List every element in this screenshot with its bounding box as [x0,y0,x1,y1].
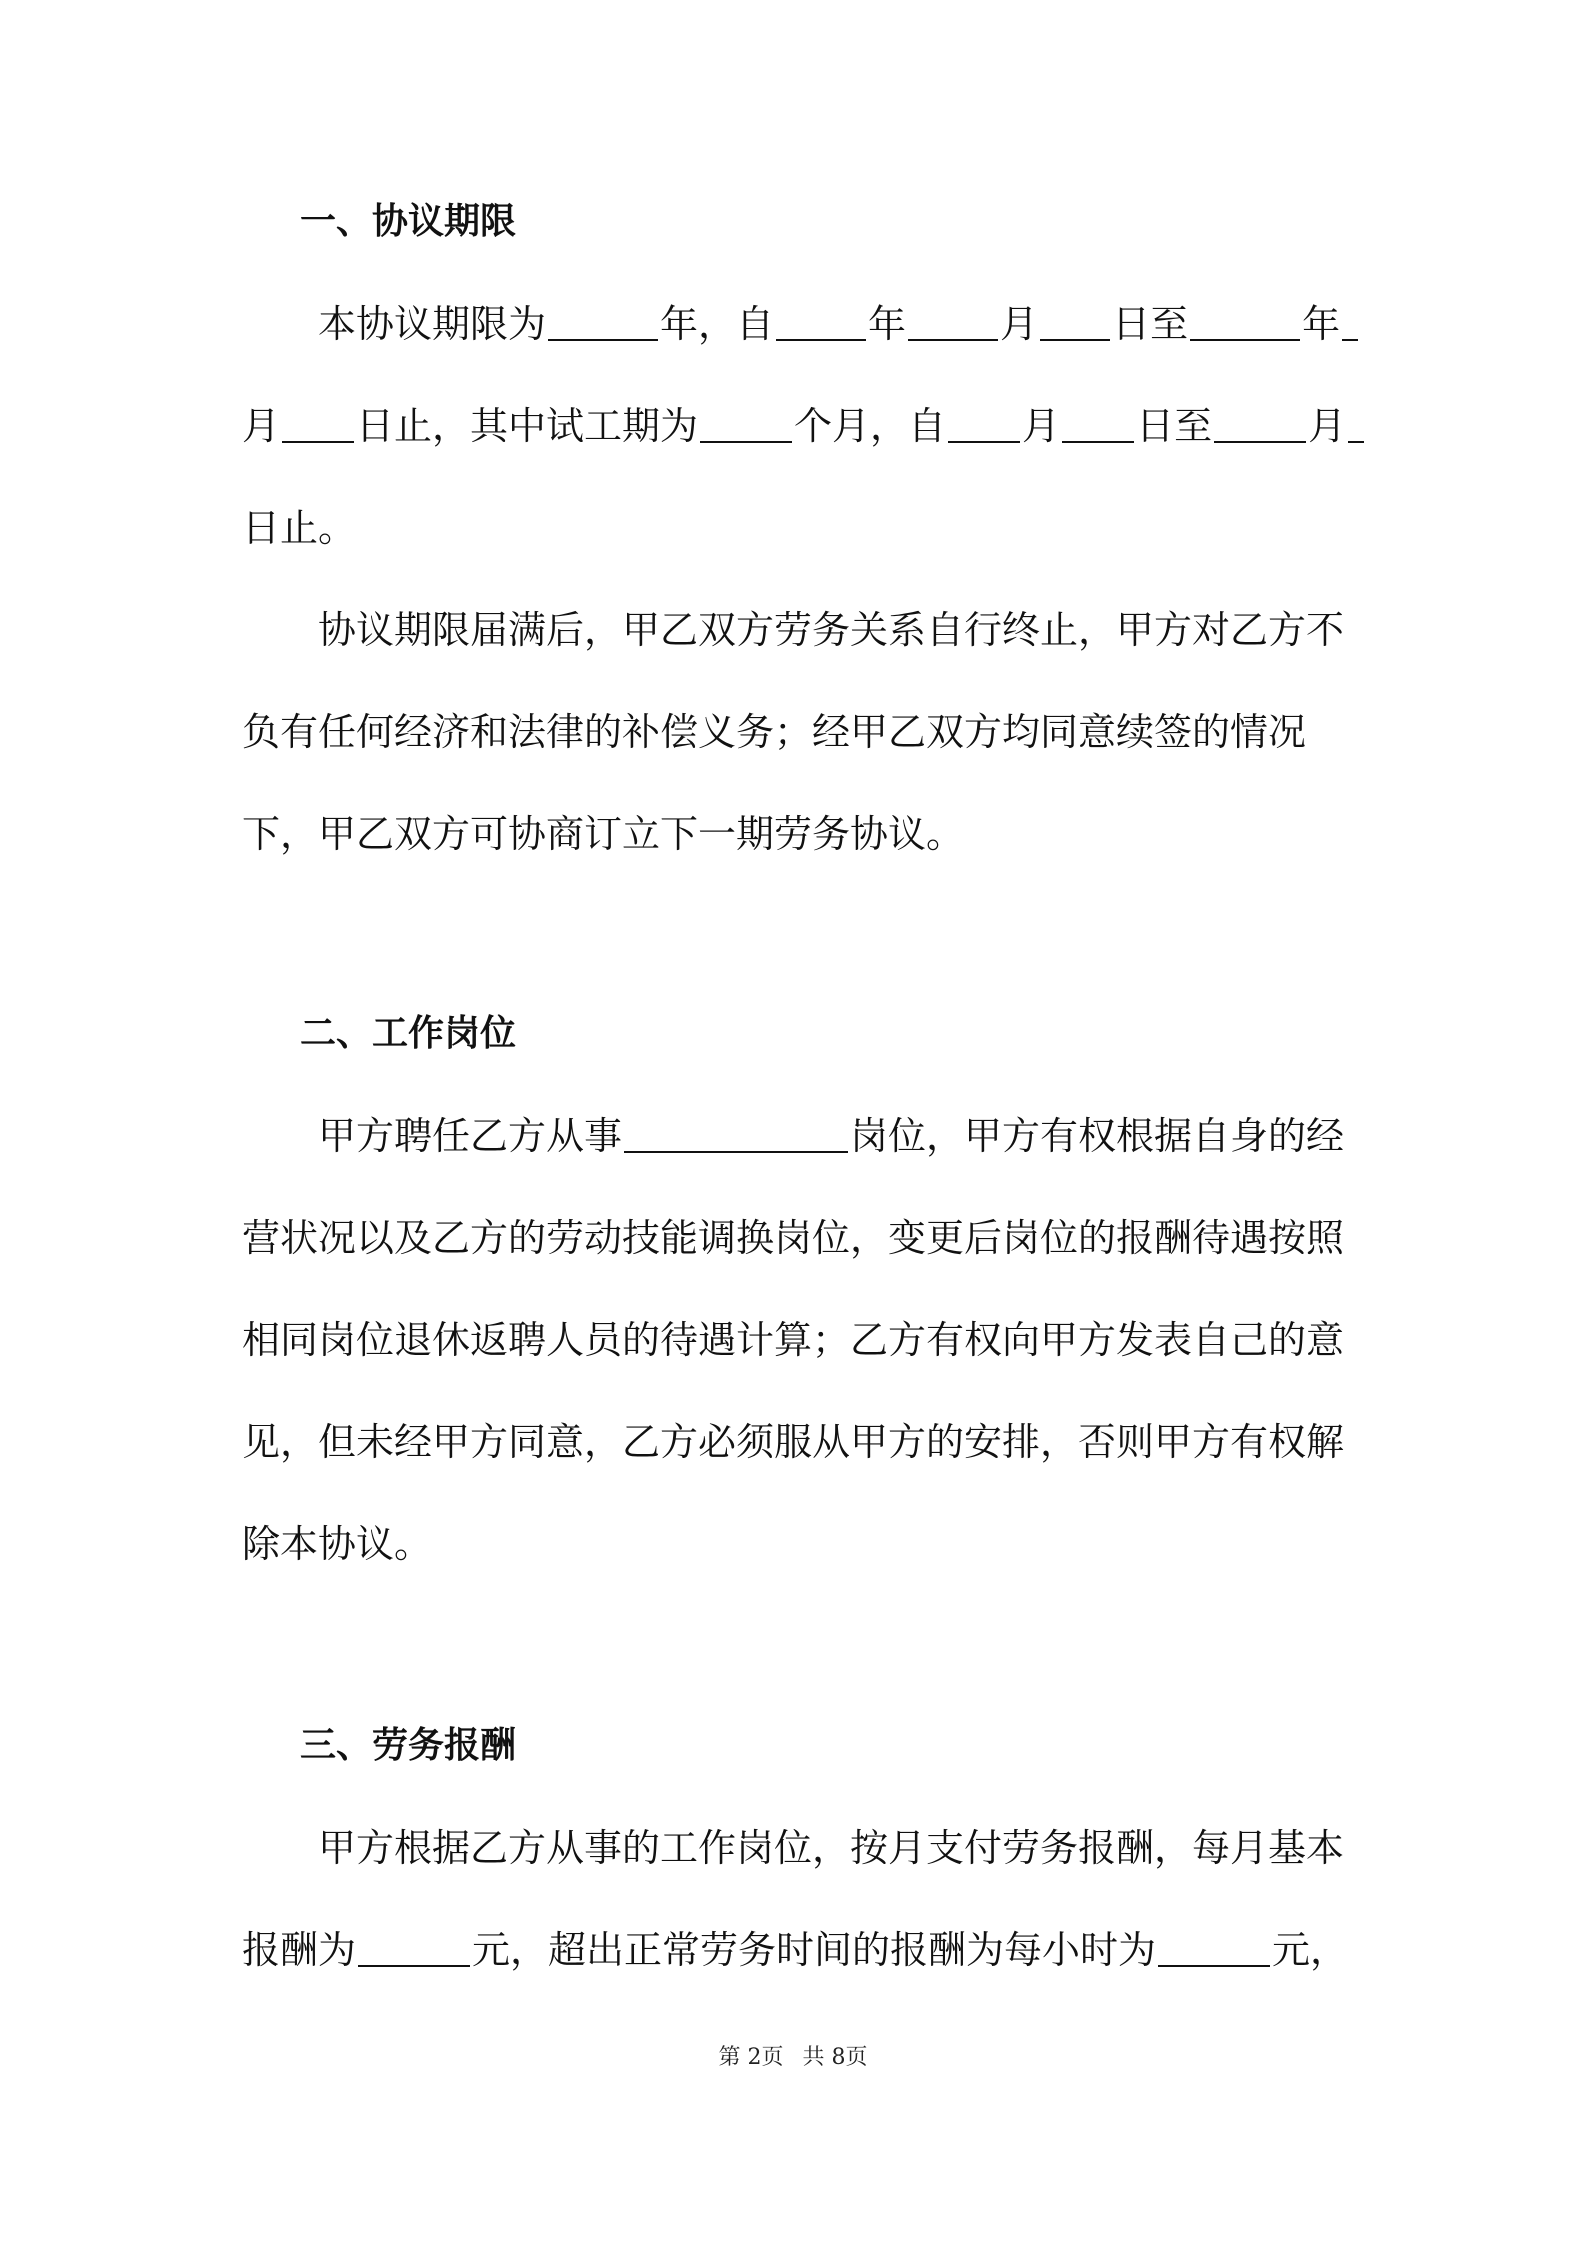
section-1-paragraph-1-line-1: 本协议期限为 年，自 年 月 日至 年 [318,302,1360,346]
blank-start-year[interactable] [776,303,866,341]
blank-end-day[interactable] [282,405,354,443]
blank-trial-start-month[interactable] [948,405,1020,443]
blank-hourly-overtime[interactable] [1158,1929,1270,1967]
blank-base-salary[interactable] [358,1929,470,1967]
section-3-line-2: 报酬为 元，超出正常劳务时间的报酬为每小时为 元， [242,1928,1349,1972]
section-1-paragraph-1-line-2: 月 日止，其中试工期为 个月，自 月 日至 月 [242,404,1366,448]
blank-trial-end-day[interactable] [1348,405,1364,443]
section-3-heading: 三、劳务报酬 [300,1725,517,1766]
blank-end-year[interactable] [1190,303,1300,341]
page-footer [0,2040,1586,2071]
section-2-line-2: 营状况以及乙方的劳动技能调换岗位，变更后岗位的报酬待遇按照 [242,1216,1345,1260]
blank-years[interactable] [548,303,658,341]
page-number: 第 2页 [718,2045,784,2070]
blank-trial-months[interactable] [700,405,792,443]
section-1-paragraph-2-line-2: 负有任何经济和法律的补偿义务；经甲乙双方均同意续签的情况 [242,710,1307,754]
section-1-paragraph-1-line-3: 日止。 [242,506,357,550]
blank-start-day[interactable] [1040,303,1110,341]
page-total: 共 8页 [802,2045,868,2070]
section-2-heading: 二、工作岗位 [300,1013,517,1054]
section-3-line-1: 甲方根据乙方从事的工作岗位，按月支付劳务报酬，每月基本 [318,1826,1345,1870]
section-1-paragraph-2-line-1: 协议期限届满后，甲乙双方劳务关系自行终止，甲方对乙方不 [318,608,1345,652]
section-1-paragraph-2-line-3: 下，甲乙双方可协商订立下一期劳务协议。 [242,812,965,856]
blank-end-month-start[interactable] [1342,303,1358,341]
blank-trial-start-day[interactable] [1062,405,1134,443]
section-2-line-3: 相同岗位退休返聘人员的待遇计算；乙方有权向甲方发表自己的意 [242,1318,1345,1362]
blank-trial-end-month[interactable] [1214,405,1306,443]
section-2-line-5: 除本协议。 [242,1522,433,1566]
section-1-heading: 一、协议期限 [300,201,517,242]
section-2-line-1: 甲方聘任乙方从事 岗位，甲方有权根据自身的经 [318,1114,1345,1158]
section-2-line-4: 见，但未经甲方同意，乙方必须服从甲方的安排，否则甲方有权解 [242,1420,1345,1464]
blank-position[interactable] [624,1115,848,1153]
blank-start-month[interactable] [908,303,998,341]
